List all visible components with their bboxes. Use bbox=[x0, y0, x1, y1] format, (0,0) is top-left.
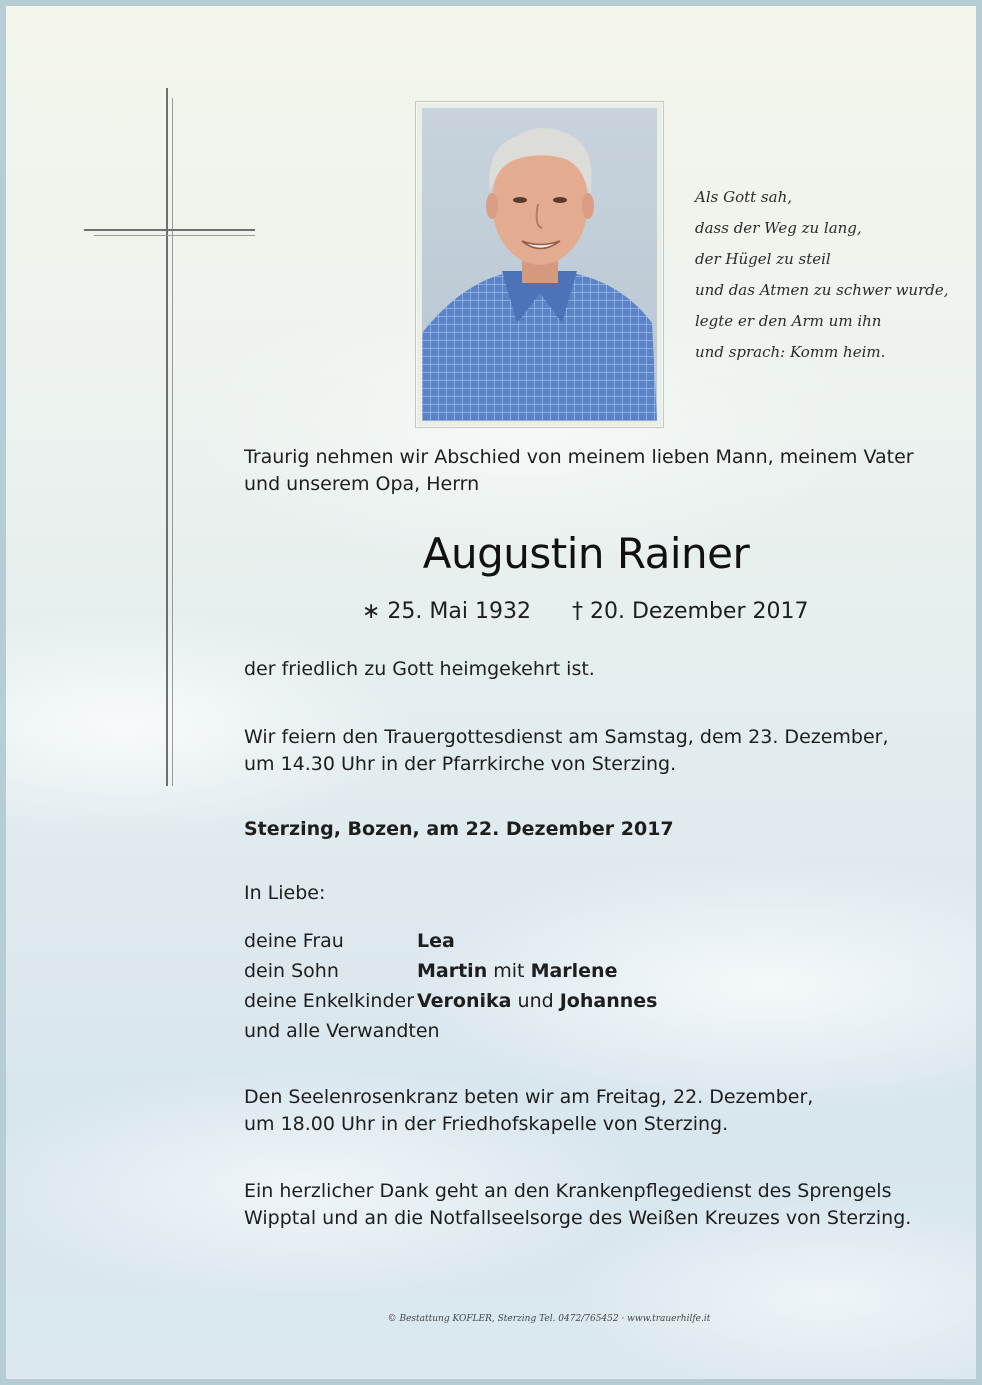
thanks-line-1: Ein herzlicher Dank geht an den Krankenpflegedienst des Sprengels bbox=[244, 1180, 892, 1202]
rosary-line-1: Den Seelenrosenkranz beten wir am Freitag, 22. Dezember, bbox=[244, 1086, 814, 1108]
family-name: Veronika bbox=[417, 990, 512, 1012]
funeral-line-2: um 14.30 Uhr in der Pfarrkirche von Sterzing. bbox=[244, 753, 677, 775]
family-relation: und alle Verwandten bbox=[244, 1020, 440, 1042]
quote-line: und sprach: Komm heim. bbox=[695, 343, 886, 361]
birth-date: ∗ 25. Mai 1932 bbox=[362, 599, 531, 624]
quote-line: Als Gott sah, bbox=[695, 188, 793, 206]
family-joiner: und bbox=[511, 990, 560, 1012]
portrait-photo bbox=[415, 101, 664, 428]
family-relation: deine Frau bbox=[244, 930, 344, 952]
death-date: † 20. Dezember 2017 bbox=[572, 599, 809, 624]
place-date: Sterzing, Bozen, am 22. Dezember 2017 bbox=[244, 818, 674, 840]
intro-line-2: und unserem Opa, Herrn bbox=[244, 473, 480, 495]
rosary-line-2: um 18.00 Uhr in der Friedhofskapelle von Sterzing. bbox=[244, 1113, 729, 1135]
quote-line: legte er den Arm um ihn bbox=[695, 312, 882, 330]
family-name: Martin bbox=[417, 960, 488, 982]
deceased-name: Augustin Rainer bbox=[422, 529, 750, 578]
footer-credit: © Bestattung KOFLER, Sterzing Tel. 0472/765452 · www.trauerhilfe.it bbox=[387, 1314, 711, 1324]
family-relation: deine Enkelkinder bbox=[244, 990, 415, 1012]
quote-line: der Hügel zu steil bbox=[695, 250, 831, 268]
memorial-quote bbox=[695, 182, 965, 368]
family-name: Marlene bbox=[530, 960, 618, 982]
family-joiner: mit bbox=[487, 960, 531, 982]
intro-line-1: Traurig nehmen wir Abschied von meinem lieben Mann, meinem Vater bbox=[244, 446, 914, 468]
quote-line: und das Atmen zu schwer wurde, bbox=[695, 281, 949, 299]
passing-text: der friedlich zu Gott heimgekehrt ist. bbox=[244, 658, 595, 680]
family-name: Lea bbox=[417, 930, 455, 952]
family-relation: dein Sohn bbox=[244, 960, 339, 982]
quote-line: dass der Weg zu lang, bbox=[695, 219, 862, 237]
family-name: Johannes bbox=[559, 990, 658, 1012]
in-love-heading: In Liebe: bbox=[244, 882, 326, 904]
thanks-line-2: Wipptal und an die Notfallseelsorge des Weißen Kreuzes von Sterzing. bbox=[244, 1207, 912, 1229]
funeral-line-1: Wir feiern den Trauergottesdienst am Samstag, dem 23. Dezember, bbox=[244, 726, 889, 748]
